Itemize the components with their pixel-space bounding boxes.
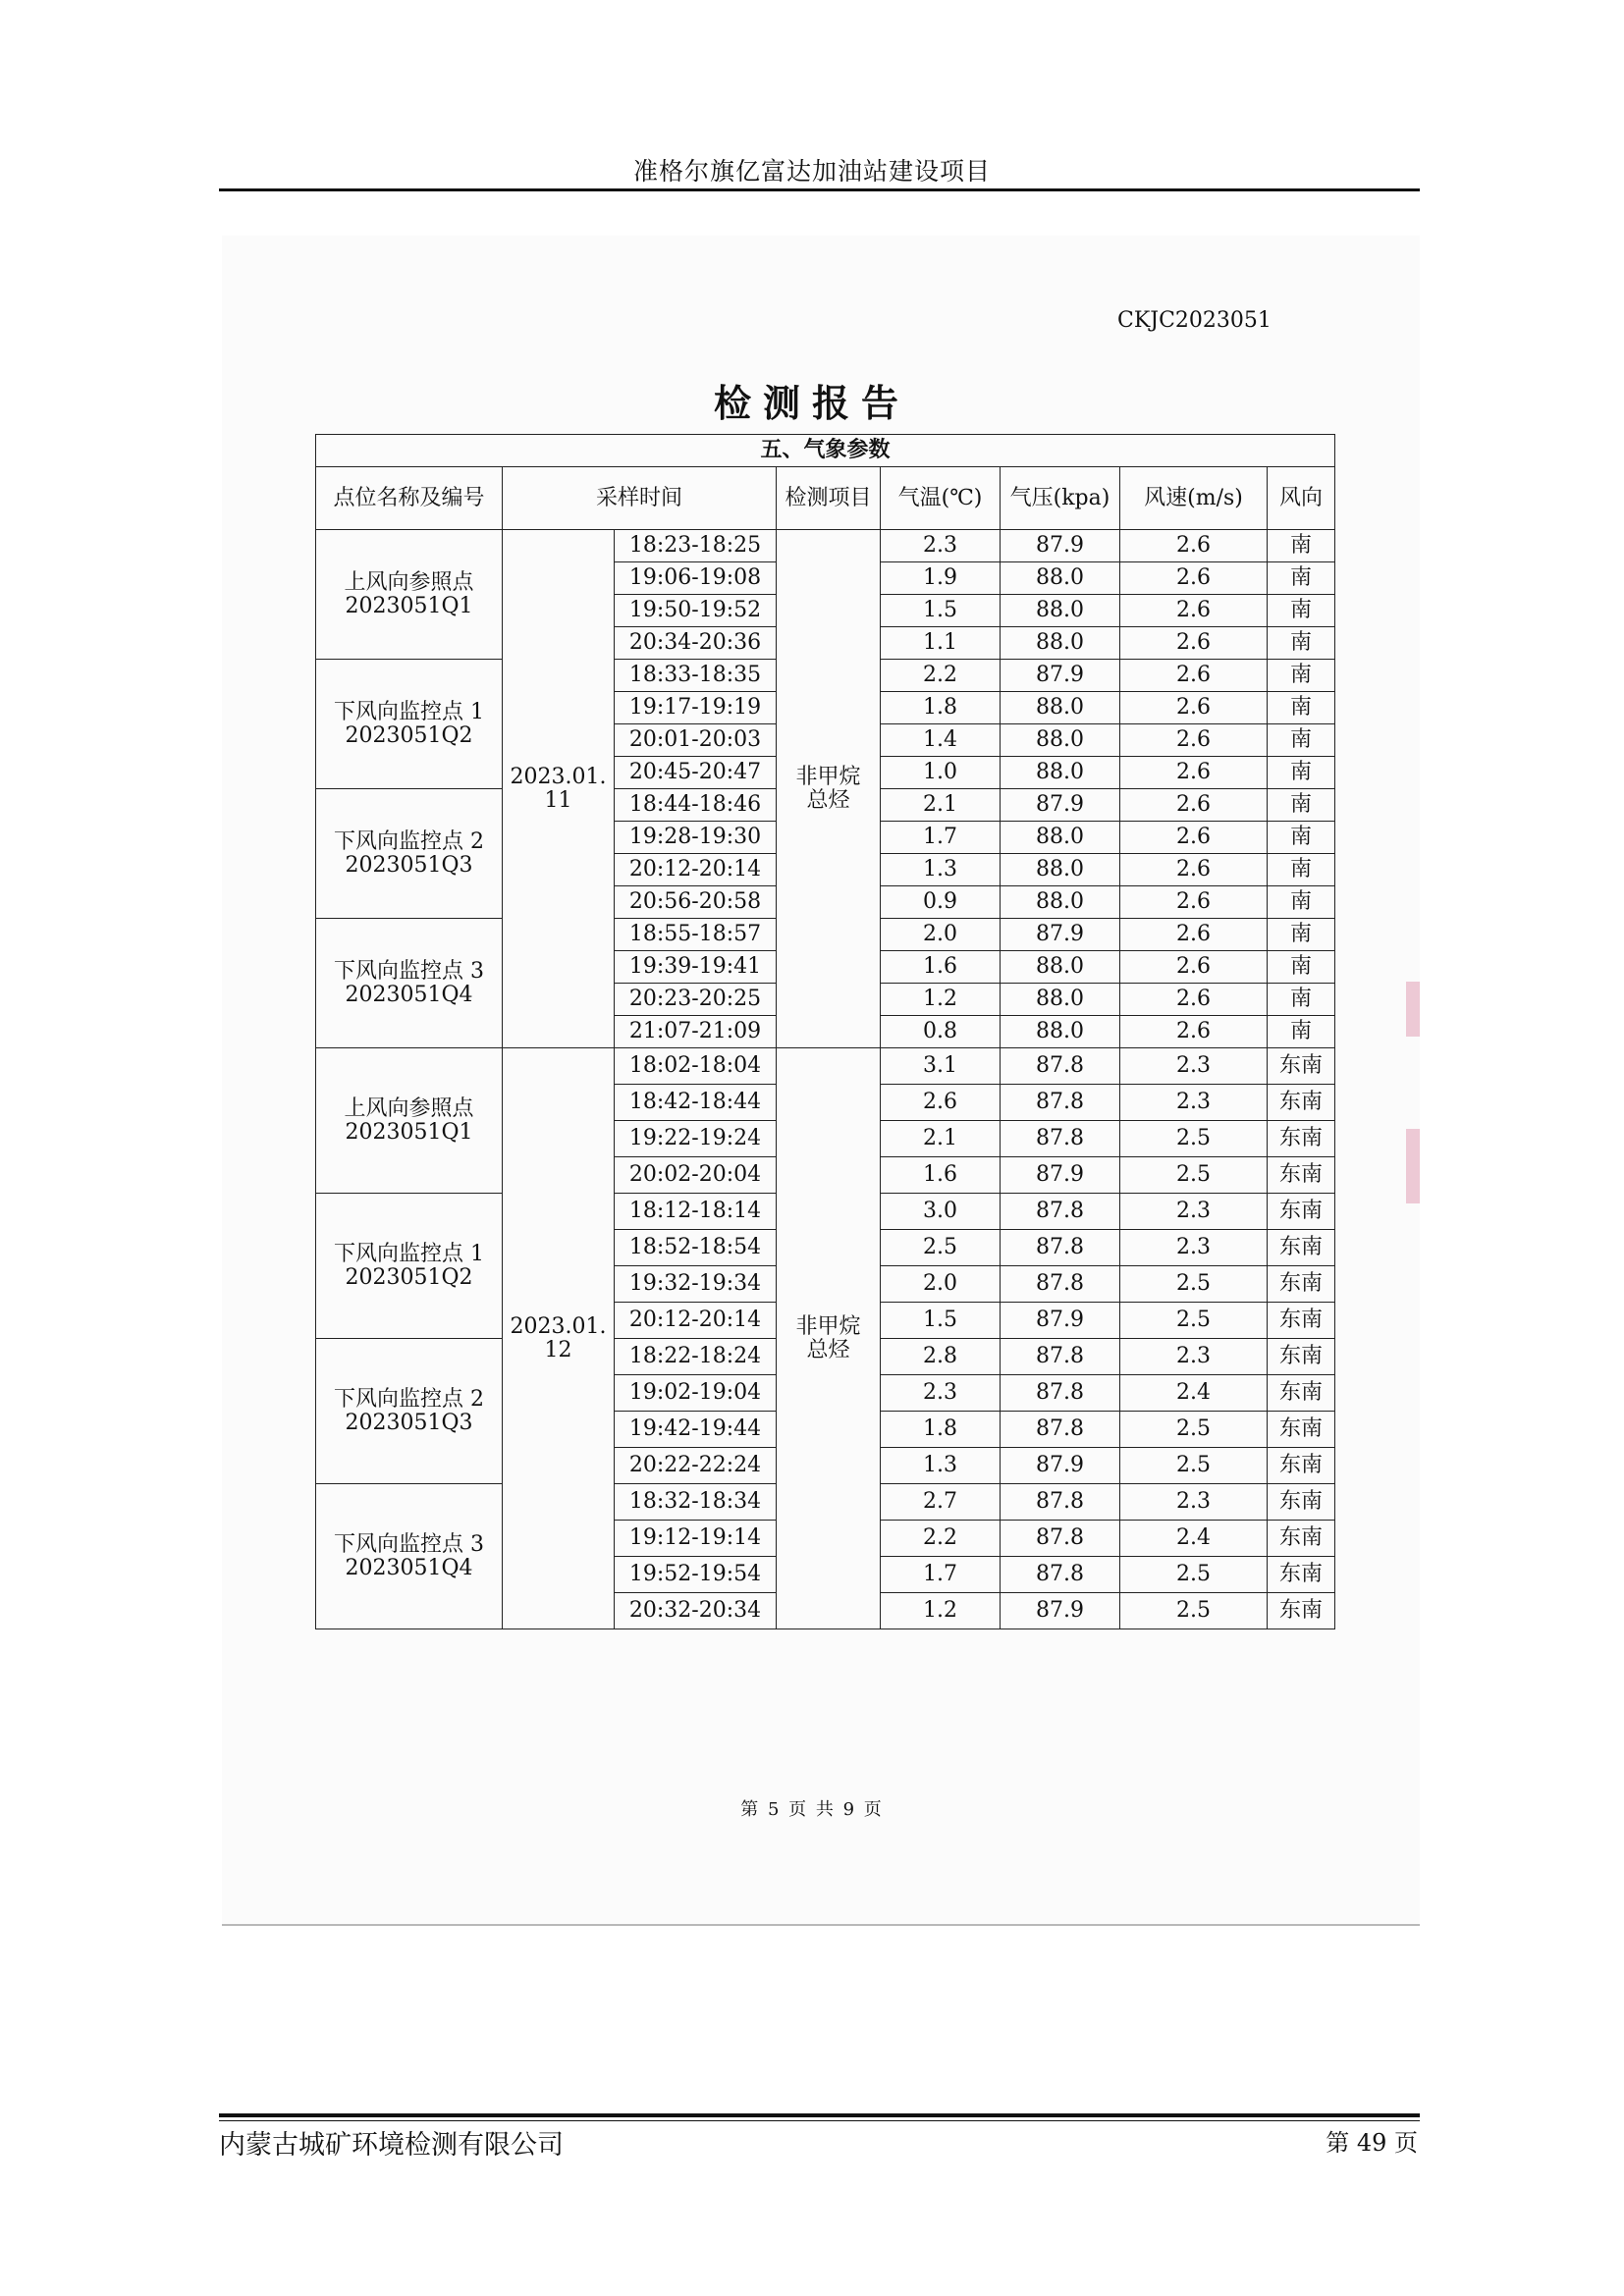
- temperature-value: 1.5: [881, 595, 1001, 627]
- sampling-time: 19:50-19:52: [615, 595, 777, 627]
- pressure-value: 88.0: [1001, 627, 1120, 660]
- point-name: 下风向监控点 1: [334, 1241, 484, 1266]
- col-header-point: 点位名称及编号: [316, 467, 503, 530]
- wind-speed-value: 2.3: [1120, 1194, 1268, 1230]
- wind-speed-value: 2.5: [1120, 1593, 1268, 1629]
- sampling-time: 18:33-18:35: [615, 660, 777, 692]
- wind-direction-value: 南: [1268, 530, 1335, 562]
- pressure-value: 87.8: [1001, 1266, 1120, 1303]
- footer-company: 内蒙古城矿环境检测有限公司: [219, 2130, 564, 2161]
- stamp-mark: [1406, 982, 1420, 1037]
- sampling-time: 18:02-18:04: [615, 1048, 777, 1085]
- sampling-time: 20:34-20:36: [615, 627, 777, 660]
- sampling-time: 19:39-19:41: [615, 951, 777, 984]
- meteorological-table: [315, 434, 1335, 1629]
- wind-direction-value: 南: [1268, 692, 1335, 724]
- temperature-value: 1.2: [881, 1593, 1001, 1629]
- wind-direction-value: 南: [1268, 595, 1335, 627]
- point-code: 2023051Q2: [345, 1264, 473, 1290]
- wind-direction-value: 东南: [1268, 1303, 1335, 1339]
- temperature-value: 1.6: [881, 951, 1001, 984]
- wind-speed-value: 2.6: [1120, 627, 1268, 660]
- sampling-time: 20:12-20:14: [615, 1303, 777, 1339]
- wind-speed-value: 2.6: [1120, 757, 1268, 789]
- pressure-value: 88.0: [1001, 595, 1120, 627]
- sampling-time: 19:06-19:08: [615, 562, 777, 595]
- sampling-time: 18:32-18:34: [615, 1484, 777, 1521]
- pressure-value: 87.8: [1001, 1375, 1120, 1412]
- point-cell: [316, 530, 503, 660]
- pressure-value: 87.9: [1001, 1593, 1120, 1629]
- wind-speed-value: 2.3: [1120, 1085, 1268, 1121]
- wind-speed-value: 2.6: [1120, 660, 1268, 692]
- pressure-value: 87.9: [1001, 919, 1120, 951]
- wind-direction-value: 南: [1268, 951, 1335, 984]
- wind-direction-value: 东南: [1268, 1448, 1335, 1484]
- point-code: 2023051Q2: [345, 722, 473, 748]
- point-code: 2023051Q1: [345, 1119, 473, 1145]
- point-cell: [316, 789, 503, 919]
- pressure-value: 87.9: [1001, 1157, 1120, 1194]
- report-code: CKJC2023051: [1117, 308, 1272, 333]
- temperature-value: 0.8: [881, 1016, 1001, 1048]
- wind-speed-value: 2.5: [1120, 1303, 1268, 1339]
- temperature-value: 2.6: [881, 1085, 1001, 1121]
- wind-direction-value: 东南: [1268, 1121, 1335, 1157]
- wind-direction-value: 南: [1268, 660, 1335, 692]
- point-cell: [316, 1484, 503, 1629]
- temperature-value: 1.5: [881, 1303, 1001, 1339]
- col-header-temp: 气温(℃): [881, 467, 1001, 530]
- point-name: 下风向监控点 3: [334, 1531, 484, 1557]
- pressure-value: 87.9: [1001, 660, 1120, 692]
- footer-rule: [219, 2113, 1420, 2117]
- sampling-time: 18:22-18:24: [615, 1339, 777, 1375]
- pressure-value: 87.8: [1001, 1339, 1120, 1375]
- sampling-time: 19:02-19:04: [615, 1375, 777, 1412]
- sampling-time: 18:23-18:25: [615, 530, 777, 562]
- point-code: 2023051Q3: [345, 852, 473, 878]
- sampling-time: 19:28-19:30: [615, 822, 777, 854]
- col-header-item: 检测项目: [777, 467, 881, 530]
- sampling-date: 2023.01.11: [503, 530, 615, 1048]
- sampling-time: 19:12-19:14: [615, 1521, 777, 1557]
- wind-speed-value: 2.5: [1120, 1448, 1268, 1484]
- pressure-value: 88.0: [1001, 692, 1120, 724]
- col-header-wind-dir: 风向: [1268, 467, 1335, 530]
- pressure-value: 88.0: [1001, 724, 1120, 757]
- sampling-date: 2023.01.12: [503, 1048, 615, 1629]
- temperature-value: 2.1: [881, 789, 1001, 822]
- temperature-value: 2.3: [881, 1375, 1001, 1412]
- wind-direction-value: 南: [1268, 789, 1335, 822]
- report-page-number: 第 5 页 共 9 页: [740, 1799, 884, 1820]
- wind-direction-value: 东南: [1268, 1048, 1335, 1085]
- point-name: 上风向参照点: [344, 1095, 474, 1121]
- col-header-time: 采样时间: [503, 467, 777, 530]
- wind-direction-value: 南: [1268, 562, 1335, 595]
- col-header-wind-speed: 风速(m/s): [1120, 467, 1268, 530]
- wind-direction-value: 东南: [1268, 1157, 1335, 1194]
- wind-speed-value: 2.6: [1120, 692, 1268, 724]
- point-code: 2023051Q3: [345, 1410, 473, 1435]
- temperature-value: 2.0: [881, 919, 1001, 951]
- temperature-value: 1.7: [881, 1557, 1001, 1593]
- wind-speed-value: 2.5: [1120, 1412, 1268, 1448]
- temperature-value: 1.1: [881, 627, 1001, 660]
- temperature-value: 1.9: [881, 562, 1001, 595]
- point-name: 下风向监控点 1: [334, 699, 484, 724]
- wind-direction-value: 南: [1268, 822, 1335, 854]
- wind-speed-value: 2.4: [1120, 1521, 1268, 1557]
- sampling-time: 19:42-19:44: [615, 1412, 777, 1448]
- temperature-value: 1.2: [881, 984, 1001, 1016]
- sampling-time: 19:17-19:19: [615, 692, 777, 724]
- pressure-value: 88.0: [1001, 886, 1120, 919]
- sampling-time: 20:22-22:24: [615, 1448, 777, 1484]
- wind-direction-value: 南: [1268, 984, 1335, 1016]
- temperature-value: 2.1: [881, 1121, 1001, 1157]
- wind-direction-value: 东南: [1268, 1593, 1335, 1629]
- wind-speed-value: 2.6: [1120, 595, 1268, 627]
- point-name: 下风向监控点 3: [334, 958, 484, 984]
- pressure-value: 87.9: [1001, 530, 1120, 562]
- temperature-value: 2.0: [881, 1266, 1001, 1303]
- wind-speed-value: 2.6: [1120, 724, 1268, 757]
- pressure-value: 88.0: [1001, 984, 1120, 1016]
- wind-speed-value: 2.5: [1120, 1557, 1268, 1593]
- temperature-value: 1.0: [881, 757, 1001, 789]
- point-name: 下风向监控点 2: [334, 828, 484, 854]
- sampling-time: 19:52-19:54: [615, 1557, 777, 1593]
- temperature-value: 2.3: [881, 530, 1001, 562]
- pressure-value: 87.8: [1001, 1412, 1120, 1448]
- temperature-value: 1.8: [881, 1412, 1001, 1448]
- wind-direction-value: 东南: [1268, 1412, 1335, 1448]
- wind-direction-value: 南: [1268, 919, 1335, 951]
- wind-direction-value: 南: [1268, 854, 1335, 886]
- footer-rule-thin: [219, 2120, 1420, 2121]
- wind-direction-value: 南: [1268, 627, 1335, 660]
- wind-speed-value: 2.6: [1120, 530, 1268, 562]
- pressure-value: 88.0: [1001, 562, 1120, 595]
- temperature-value: 2.2: [881, 660, 1001, 692]
- temperature-value: 2.7: [881, 1484, 1001, 1521]
- wind-direction-value: 东南: [1268, 1339, 1335, 1375]
- sampling-time: 21:07-21:09: [615, 1016, 777, 1048]
- wind-direction-value: 东南: [1268, 1557, 1335, 1593]
- wind-speed-value: 2.5: [1120, 1121, 1268, 1157]
- pressure-value: 87.9: [1001, 789, 1120, 822]
- footer-page: 第 49 页: [1326, 2129, 1418, 2157]
- sampling-time: 20:32-20:34: [615, 1593, 777, 1629]
- point-cell: [316, 1194, 503, 1339]
- wind-speed-value: 2.3: [1120, 1484, 1268, 1521]
- wind-speed-value: 2.3: [1120, 1048, 1268, 1085]
- wind-speed-value: 2.6: [1120, 854, 1268, 886]
- sampling-time: 18:52-18:54: [615, 1230, 777, 1266]
- pressure-value: 87.9: [1001, 1303, 1120, 1339]
- point-cell: [316, 1048, 503, 1194]
- point-cell: [316, 660, 503, 789]
- temperature-value: 3.0: [881, 1194, 1001, 1230]
- sampling-time: 20:23-20:25: [615, 984, 777, 1016]
- page-header-title: 准格尔旗亿富达加油站建设项目: [632, 157, 991, 186]
- temperature-value: 1.7: [881, 822, 1001, 854]
- pressure-value: 88.0: [1001, 822, 1120, 854]
- pressure-value: 88.0: [1001, 1016, 1120, 1048]
- wind-speed-value: 2.6: [1120, 789, 1268, 822]
- point-cell: [316, 919, 503, 1048]
- pressure-value: 88.0: [1001, 951, 1120, 984]
- sampling-time: 19:32-19:34: [615, 1266, 777, 1303]
- pressure-value: 88.0: [1001, 854, 1120, 886]
- pressure-value: 87.8: [1001, 1121, 1120, 1157]
- sampling-time: 20:56-20:58: [615, 886, 777, 919]
- pressure-value: 88.0: [1001, 757, 1120, 789]
- section-title: 五、气象参数: [316, 435, 1335, 467]
- temperature-value: 2.5: [881, 1230, 1001, 1266]
- temperature-value: 3.1: [881, 1048, 1001, 1085]
- wind-speed-value: 2.6: [1120, 984, 1268, 1016]
- wind-speed-value: 2.6: [1120, 822, 1268, 854]
- table-row: [316, 530, 1335, 562]
- sampling-time: 20:45-20:47: [615, 757, 777, 789]
- pressure-value: 87.8: [1001, 1484, 1120, 1521]
- sampling-time: 20:01-20:03: [615, 724, 777, 757]
- wind-speed-value: 2.5: [1120, 1266, 1268, 1303]
- wind-speed-value: 2.6: [1120, 919, 1268, 951]
- pressure-value: 87.9: [1001, 1448, 1120, 1484]
- table-row: [316, 1048, 1335, 1085]
- wind-direction-value: 南: [1268, 1016, 1335, 1048]
- temperature-value: 1.4: [881, 724, 1001, 757]
- wind-speed-value: 2.4: [1120, 1375, 1268, 1412]
- temperature-value: 1.6: [881, 1157, 1001, 1194]
- temperature-value: 2.8: [881, 1339, 1001, 1375]
- wind-direction-value: 东南: [1268, 1085, 1335, 1121]
- test-item: 非甲烷总烃: [777, 1048, 881, 1629]
- point-cell: [316, 1339, 503, 1484]
- wind-speed-value: 2.6: [1120, 1016, 1268, 1048]
- wind-speed-value: 2.6: [1120, 951, 1268, 984]
- wind-speed-value: 2.6: [1120, 562, 1268, 595]
- sampling-time: 18:42-18:44: [615, 1085, 777, 1121]
- point-name: 下风向监控点 2: [334, 1386, 484, 1412]
- pressure-value: 87.8: [1001, 1194, 1120, 1230]
- point-code: 2023051Q1: [345, 593, 473, 618]
- wind-direction-value: 东南: [1268, 1484, 1335, 1521]
- wind-direction-value: 南: [1268, 886, 1335, 919]
- temperature-value: 1.8: [881, 692, 1001, 724]
- col-header-pressure: 气压(kpa): [1001, 467, 1120, 530]
- wind-direction-value: 东南: [1268, 1375, 1335, 1412]
- pressure-value: 87.8: [1001, 1521, 1120, 1557]
- temperature-value: 2.2: [881, 1521, 1001, 1557]
- point-name: 上风向参照点: [344, 569, 474, 595]
- header-rule: [219, 188, 1420, 191]
- wind-direction-value: 东南: [1268, 1266, 1335, 1303]
- sampling-time: 20:02-20:04: [615, 1157, 777, 1194]
- wind-direction-value: 东南: [1268, 1194, 1335, 1230]
- wind-direction-value: 南: [1268, 724, 1335, 757]
- pressure-value: 87.8: [1001, 1230, 1120, 1266]
- pressure-value: 87.8: [1001, 1085, 1120, 1121]
- report-title: 检测报告: [713, 382, 910, 425]
- pressure-value: 87.8: [1001, 1048, 1120, 1085]
- wind-speed-value: 2.5: [1120, 1157, 1268, 1194]
- stamp-mark: [1406, 1129, 1420, 1203]
- wind-speed-value: 2.6: [1120, 886, 1268, 919]
- sampling-time: 20:12-20:14: [615, 854, 777, 886]
- pressure-value: 87.8: [1001, 1557, 1120, 1593]
- sampling-time: 19:22-19:24: [615, 1121, 777, 1157]
- wind-speed-value: 2.3: [1120, 1230, 1268, 1266]
- temperature-value: 1.3: [881, 1448, 1001, 1484]
- sampling-time: 18:55-18:57: [615, 919, 777, 951]
- temperature-value: 0.9: [881, 886, 1001, 919]
- wind-direction-value: 南: [1268, 757, 1335, 789]
- sampling-time: 18:12-18:14: [615, 1194, 777, 1230]
- wind-direction-value: 东南: [1268, 1521, 1335, 1557]
- wind-speed-value: 2.3: [1120, 1339, 1268, 1375]
- point-code: 2023051Q4: [345, 982, 473, 1007]
- point-code: 2023051Q4: [345, 1555, 473, 1580]
- test-item: 非甲烷总烃: [777, 530, 881, 1048]
- temperature-value: 1.3: [881, 854, 1001, 886]
- wind-direction-value: 东南: [1268, 1230, 1335, 1266]
- sampling-time: 18:44-18:46: [615, 789, 777, 822]
